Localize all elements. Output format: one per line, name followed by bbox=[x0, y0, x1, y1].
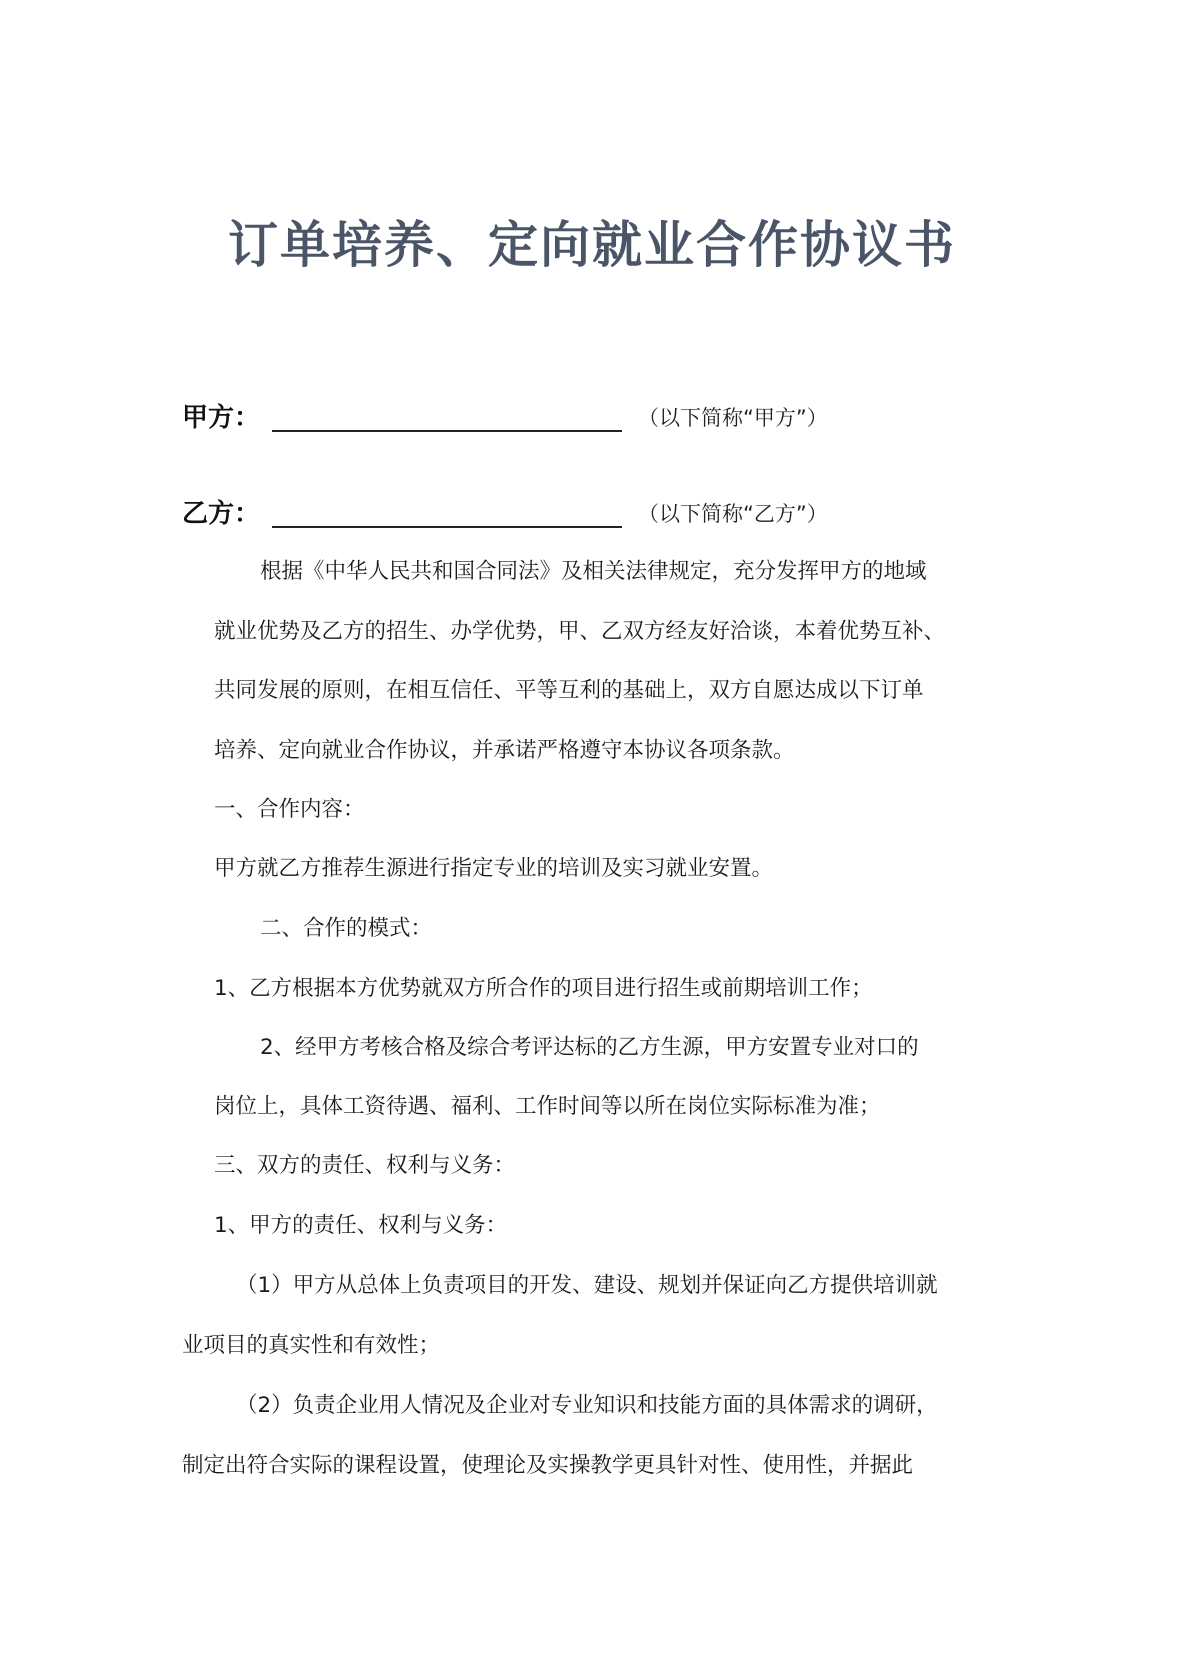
preamble-line-3: 共同发展的原则，在相互信任、平等互利的基础上，双方自愿达成以下订单 bbox=[214, 678, 924, 703]
party-b-row bbox=[182, 490, 828, 534]
section-3-heading: 三、双方的责任、权利与义务： bbox=[214, 1153, 516, 1178]
section-2-item-2-line-1: 2、经甲方考核合格及综合考评达标的乙方生源，甲方安置专业对口的 bbox=[260, 1035, 919, 1060]
document-title: 订单培养、定向就业合作协议书 bbox=[228, 216, 956, 274]
preamble-line-1: 根据《中华人民共和国合同法》及相关法律规定，充分发挥甲方的地域 bbox=[260, 559, 927, 584]
section-1-heading: 一、合作内容： bbox=[214, 797, 365, 822]
party-a-note: （以下简称“甲方”） bbox=[638, 406, 828, 430]
party-a-label: 甲方： bbox=[182, 403, 261, 433]
party-b-note: （以下简称“乙方”） bbox=[638, 502, 828, 526]
party-b-blank-line bbox=[272, 496, 622, 528]
clause-2-line-1: （2）负责企业用人情况及企业对专业知识和技能方面的具体需求的调研， bbox=[236, 1393, 938, 1418]
party-a-row bbox=[182, 394, 828, 438]
section-1-content: 甲方就乙方推荐生源进行指定专业的培训及实习就业安置。 bbox=[214, 856, 774, 881]
preamble-line-4: 培养、定向就业合作协议，并承诺严格遵守本协议各项条款。 bbox=[214, 738, 795, 763]
section-2-item-1: 1、乙方根据本方优势就双方所合作的项目进行招生或前期培训工作； bbox=[214, 976, 873, 1001]
clause-1-line-2: 业项目的真实性和有效性； bbox=[182, 1333, 441, 1358]
section-2-item-2-line-2: 岗位上，具体工资待遇、福利、工作时间等以所在岗位实际标准为准； bbox=[214, 1094, 881, 1119]
party-b-label: 乙方： bbox=[182, 499, 261, 529]
party-a-blank-line bbox=[272, 400, 622, 432]
section-2-heading: 二、合作的模式： bbox=[260, 916, 433, 941]
clause-1-line-1: （1）甲方从总体上负责项目的开发、建设、规划并保证向乙方提供培训就 bbox=[236, 1273, 938, 1298]
section-3-sub-1-heading: 1、甲方的责任、权利与义务： bbox=[214, 1213, 508, 1238]
preamble-line-2: 就业优势及乙方的招生、办学优势，甲、乙双方经友好洽谈，本着优势互补、 bbox=[214, 619, 946, 644]
clause-2-line-2: 制定出符合实际的课程设置，使理论及实操教学更具针对性、使用性，并据此 bbox=[182, 1453, 914, 1478]
